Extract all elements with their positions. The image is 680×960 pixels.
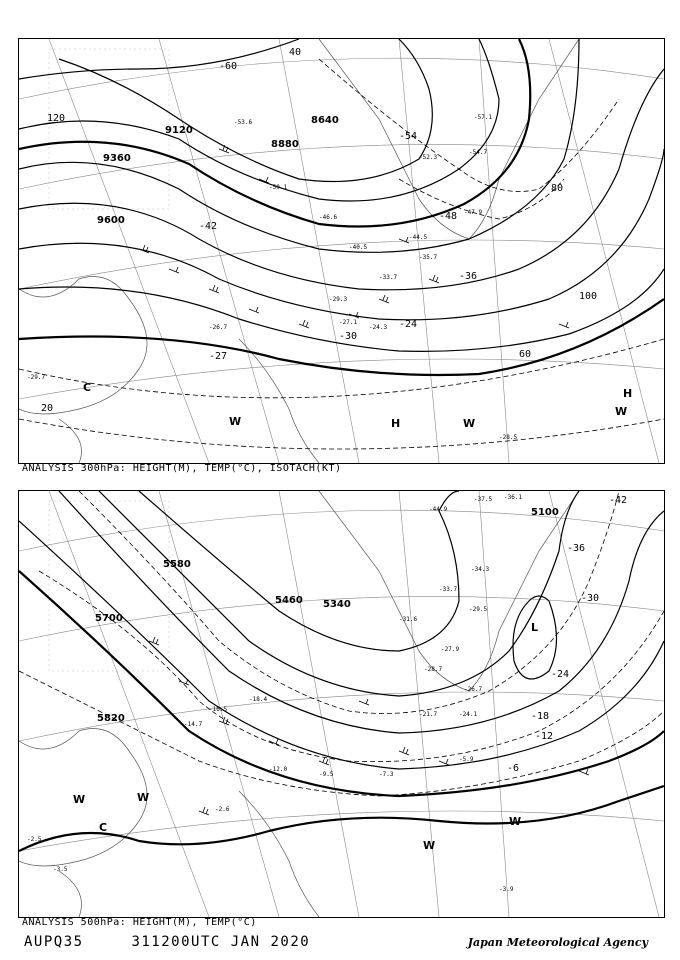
- height-label: 9600: [97, 215, 125, 226]
- station-value: -29.5: [469, 606, 488, 613]
- low-center-marker: L: [531, 621, 539, 634]
- temp-label: -12: [535, 731, 554, 742]
- temp-label: -54: [399, 131, 418, 142]
- station-value: -2.6: [215, 806, 230, 813]
- chart-500hpa: [18, 490, 665, 918]
- height-label: 5100: [531, 507, 559, 518]
- temp-label: -24: [551, 669, 570, 680]
- station-value: -16.5: [209, 706, 228, 713]
- station-value: -53.6: [234, 119, 253, 126]
- temp-label: -42: [609, 495, 628, 506]
- height-label: 9360: [103, 153, 131, 164]
- coastline: [19, 491, 579, 917]
- station-value: -40.5: [349, 244, 368, 251]
- station-value: -12.0: [269, 766, 288, 773]
- high-center-marker: H: [391, 417, 401, 430]
- station-value: -27.9: [441, 646, 460, 653]
- height-label: 5700: [95, 613, 123, 624]
- temp-label: -36: [567, 543, 586, 554]
- temp-label: -60: [219, 61, 238, 72]
- height-label: 5460: [275, 595, 303, 606]
- station-value: -29.7: [27, 374, 46, 381]
- station-value: -44.5: [409, 234, 428, 241]
- height-contours: [19, 491, 664, 769]
- temp-label: -30: [339, 331, 358, 342]
- station-value: -47.9: [464, 209, 483, 216]
- cold-center-marker: C: [83, 381, 92, 394]
- chart-300hpa: [18, 38, 665, 464]
- warm-center-marker: W: [229, 415, 242, 428]
- station-value: -37.5: [474, 496, 493, 503]
- station-value: -24.3: [369, 324, 388, 331]
- warm-center-marker: W: [615, 405, 628, 418]
- height-label: 5580: [163, 559, 191, 570]
- temp-label: -48: [439, 211, 458, 222]
- valid-time: 311200UTC JAN 2020: [131, 934, 311, 950]
- isotach-label: 120: [47, 113, 66, 124]
- agency-credit: Japan Meteorological Agency: [467, 936, 648, 949]
- warm-center-marker: W: [137, 791, 150, 804]
- height-label: 9120: [165, 125, 193, 136]
- station-value: -50.1: [269, 184, 288, 191]
- warm-center-marker: W: [423, 839, 436, 852]
- isotach-lines: [19, 59, 664, 449]
- isotach-label: 80: [551, 183, 564, 194]
- height-label: 8880: [271, 139, 299, 150]
- station-value: -3.9: [499, 886, 514, 893]
- warm-center-marker: W: [509, 815, 522, 828]
- station-value: -21.7: [419, 711, 438, 718]
- station-value: -26.7: [464, 686, 483, 693]
- isotach-label: 20: [41, 403, 54, 414]
- station-value: -34.3: [471, 566, 490, 573]
- station-value: -54.7: [469, 149, 488, 156]
- chart-code: AUPQ35: [24, 934, 84, 950]
- station-value: -36.1: [504, 494, 523, 501]
- temp-label: -36: [459, 271, 478, 282]
- temp-label: -24: [399, 319, 418, 330]
- station-value: -27.1: [339, 319, 358, 326]
- cold-center-marker: C: [99, 821, 108, 834]
- station-value: -52.3: [419, 154, 438, 161]
- station-value: -7.3: [379, 771, 394, 778]
- isotach-label: 100: [579, 291, 598, 302]
- temp-label: -27: [209, 351, 228, 362]
- warm-center-marker: W: [73, 793, 86, 806]
- chart-500hpa-caption: ANALYSIS 500hPa: HEIGHT(M), TEMP(°C): [22, 917, 257, 928]
- graticule: [19, 491, 664, 917]
- station-value: -2.5: [27, 836, 42, 843]
- station-value: -44.9: [429, 506, 448, 513]
- temp-label: -30: [581, 593, 600, 604]
- height-label: 5340: [323, 599, 351, 610]
- station-value: -33.7: [379, 274, 398, 281]
- chart-identifier: [24, 934, 310, 950]
- chart-300hpa-canvas: [19, 39, 664, 463]
- station-value: -46.6: [319, 214, 338, 221]
- temp-label: -6: [507, 763, 520, 774]
- high-center-marker: H: [623, 387, 633, 400]
- height-contours: [19, 39, 664, 351]
- temp-label: -18: [531, 711, 550, 722]
- isotach-label: 60: [519, 349, 532, 360]
- chart-300hpa-caption: ANALYSIS 300hPa: HEIGHT(M), TEMP(°C), ISOTACH(KT): [22, 463, 342, 474]
- height-label: 8640: [311, 115, 339, 126]
- station-value: -28.7: [424, 666, 443, 673]
- station-value: -9.5: [319, 771, 334, 778]
- station-value: -29.3: [329, 296, 348, 303]
- station-value: -3.5: [53, 866, 68, 873]
- isotherm-lines: [19, 491, 664, 796]
- station-value: -31.6: [399, 616, 418, 623]
- wind-barbs: [149, 637, 589, 815]
- station-value: -5.9: [459, 756, 474, 763]
- chart-500hpa-canvas: [19, 491, 664, 917]
- station-value: -57.1: [474, 114, 493, 121]
- temp-label: -42: [199, 221, 218, 232]
- station-value: -14.7: [184, 721, 203, 728]
- coastline: [19, 39, 579, 463]
- height-label: 5820: [97, 713, 125, 724]
- station-value: -35.7: [419, 254, 438, 261]
- station-value: -18.4: [249, 696, 268, 703]
- warm-center-marker: W: [463, 417, 476, 430]
- station-value: -33.7: [439, 586, 458, 593]
- isotach-label: 40: [289, 47, 302, 58]
- station-value: -26.7: [209, 324, 228, 331]
- station-value: -24.1: [459, 711, 478, 718]
- station-value: -28.5: [499, 434, 518, 441]
